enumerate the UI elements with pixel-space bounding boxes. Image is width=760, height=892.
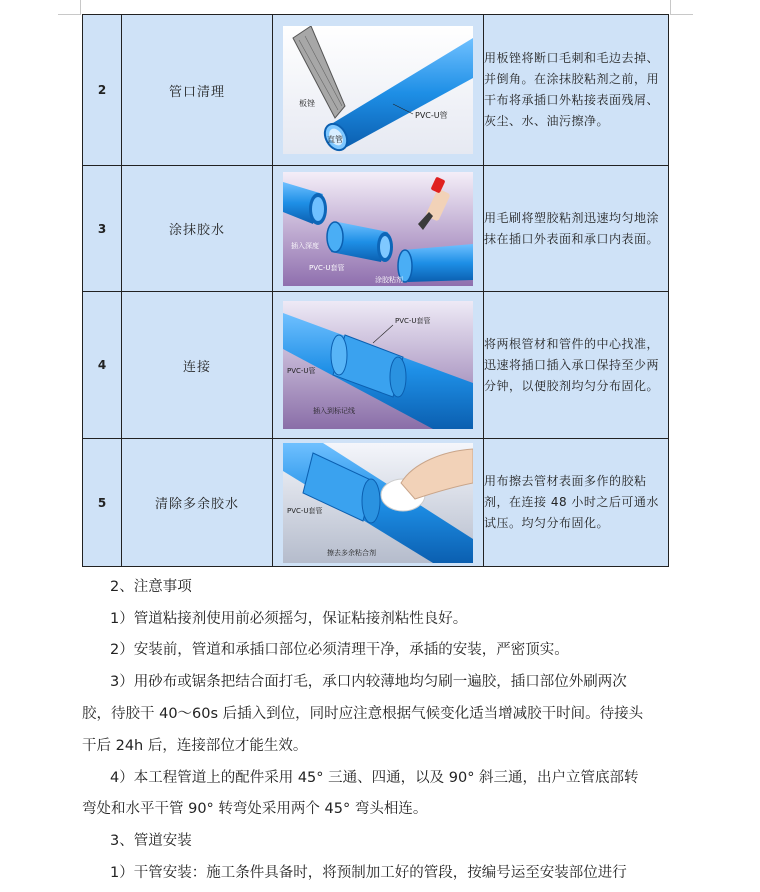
label-straight-pipe: 直管 [327,135,343,144]
label-pvc-sleeve: PVC-U套管 [287,506,323,515]
step-name: 管口清理 [122,15,273,166]
label-insert-depth: 插入深度 [291,241,319,250]
section-heading: 2、注意事项 [110,579,192,595]
label-wipe-glue: 擦去多余粘合剂 [327,548,376,557]
table-row [83,439,669,567]
step-description: 用板锉将断口毛刺和毛边去掉、并倒角。在涂抹胶粘剂之前，用干布将承插口外粘接表面残屑、灰尘、水、油污擦净。 [484,15,669,166]
paragraph-line: 胶，待胶干 40～60s 后插入到位，同时应注意根据气候变化适当增减胶干时间。待接头 [82,706,644,722]
paragraph-line: 2）安装前，管道和承插口部位必须清理干净，承插的安装，严密顶实。 [110,642,569,658]
paragraph-line: 3）用砂布或锯条把结合面打毛，承口内较薄地均匀刷一遍胶，插口部位外刷两次 [110,674,627,690]
apply-glue-illustration [283,172,473,286]
procedure-table [82,14,669,567]
connect-pipes-illustration [283,301,473,429]
table-row [83,166,669,292]
step-number: 4 [83,292,122,439]
wipe-glue-illustration [283,443,473,563]
step-name: 连接 [122,292,273,439]
step-name: 涂抹胶水 [122,166,273,292]
table-row [83,15,669,166]
step-description: 将两根管材和管件的中心找准，迅速将插口插入承口保持至少两分钟，以便胶剂均匀分布固化。 [484,292,669,439]
page-corner-mark-left [58,0,81,15]
pipe-cleaning-illustration [283,26,473,154]
paragraph-line: 干后 24h 后，连接部位才能生效。 [82,738,308,754]
page-corner-mark-right [670,0,693,15]
paragraph-line: 1）管道粘接剂使用前必须摇匀，保证粘接剂粘性良好。 [110,611,468,627]
paragraph-line: 4）本工程管道上的配件采用 45° 三通、四通，以及 90° 斜三通，出户立管底部转 [110,770,639,786]
step-name: 清除多余胶水 [122,439,273,567]
step-number: 3 [83,166,122,292]
paragraph-line: 弯处和水平干管 90° 转弯处采用两个 45° 弯头相连。 [82,801,428,817]
step-illustration [273,166,484,292]
step-description: 用毛刷将塑胶粘剂迅速均匀地涂抹在插口外表面和承口内表面。 [484,166,669,292]
label-apply-glue: 涂胶粘剂 [375,275,403,284]
step-illustration [273,439,484,567]
label-file: 板锉 [299,99,315,108]
step-number: 2 [83,15,122,166]
label-pvc-sleeve: PVC-U套管 [395,317,431,325]
section-heading: 3、管道安装 [110,833,192,849]
step-description: 用布擦去管材表面多作的胶粘剂，在连接 48 小时之后可通水试压。均匀分布固化。 [484,439,669,567]
step-illustration [273,15,484,166]
label-pvc-pipe: PVC-U管 [287,367,316,375]
label-insert-to-mark: 插入到标记线 [313,407,355,415]
step-number: 5 [83,439,122,567]
label-pvc-sleeve: PVC-U套管 [309,263,345,272]
label-pvc-pipe: PVC-U管 [415,111,448,120]
paragraph-line: 1）干管安装：施工条件具备时，将预制加工好的管段，按编号运至安装部位进行 [110,865,627,881]
table-row [83,292,669,439]
step-illustration [273,292,484,439]
